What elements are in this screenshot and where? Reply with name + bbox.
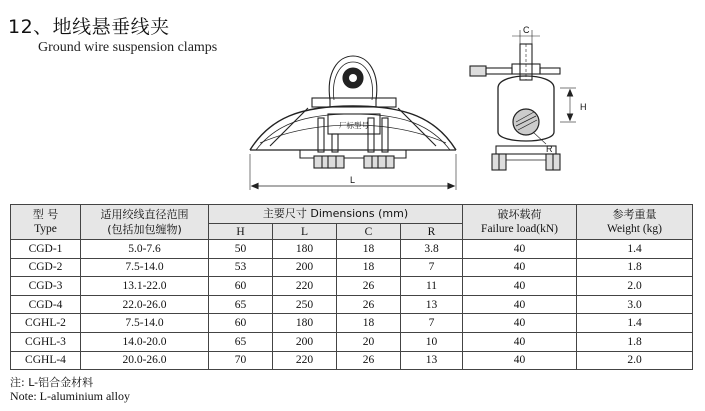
page-title-cn: 12、地线悬垂线夹 <box>8 16 170 38</box>
cell-type: CGHL-4 <box>11 351 81 370</box>
dimension-r-label: R <box>546 144 553 154</box>
header-load-en: Failure load(kN) <box>481 223 559 235</box>
header-range-cn-2: (包括加包缠物) <box>107 223 182 236</box>
table-row <box>11 258 693 277</box>
header-weight-cn: 参考重量 <box>612 208 657 221</box>
dimension-l-label: L <box>350 175 356 185</box>
specification-table <box>10 204 693 370</box>
cell-weight: 2.0 <box>577 277 693 296</box>
header-c: C <box>337 224 401 240</box>
table-row <box>11 332 693 351</box>
cell-c: 26 <box>337 295 401 314</box>
cell-load: 40 <box>463 351 577 370</box>
page-title-en: Ground wire suspension clamps <box>38 40 218 55</box>
cell-c: 26 <box>337 351 401 370</box>
cell-c: 18 <box>337 258 401 277</box>
cell-range: 14.0-20.0 <box>81 332 209 351</box>
cell-h: 70 <box>209 351 273 370</box>
cell-h: 60 <box>209 314 273 333</box>
cell-c: 20 <box>337 332 401 351</box>
cell-r: 13 <box>401 351 463 370</box>
cell-type: CGD-2 <box>11 258 81 277</box>
table-row <box>11 314 693 333</box>
cell-type: CGHL-3 <box>11 332 81 351</box>
cell-c: 18 <box>337 314 401 333</box>
header-type-en: Type <box>34 223 57 235</box>
cell-h: 60 <box>209 277 273 296</box>
cell-r: 7 <box>401 314 463 333</box>
cell-load: 40 <box>463 295 577 314</box>
header-weight-en: Weight (kg) <box>607 223 663 235</box>
header-dimensions-label: 主要尺寸 Dimensions (mm) <box>262 207 409 220</box>
cell-l: 250 <box>273 295 337 314</box>
cell-range: 5.0-7.6 <box>81 240 209 259</box>
cell-l: 220 <box>273 351 337 370</box>
cell-c: 26 <box>337 277 401 296</box>
header-h: H <box>209 224 273 240</box>
cell-type: CGD-1 <box>11 240 81 259</box>
cell-load: 40 <box>463 258 577 277</box>
dimension-h-label: H <box>580 102 587 112</box>
cell-weight: 1.8 <box>577 258 693 277</box>
header-r: R <box>401 224 463 240</box>
cell-r: 10 <box>401 332 463 351</box>
cell-range: 7.5-14.0 <box>81 314 209 333</box>
cell-range: 22.0-26.0 <box>81 295 209 314</box>
header-dimensions <box>209 205 463 224</box>
cell-l: 220 <box>273 277 337 296</box>
cell-range: 13.1-22.0 <box>81 277 209 296</box>
header-l: L <box>273 224 337 240</box>
cell-range: 20.0-26.0 <box>81 351 209 370</box>
note-en: Note: L-aluminium alloy <box>10 389 130 403</box>
cell-l: 200 <box>273 258 337 277</box>
cell-c: 18 <box>337 240 401 259</box>
header-type-cn: 型 号 <box>32 208 59 221</box>
clamp-technical-drawing <box>230 22 610 194</box>
cell-weight: 2.0 <box>577 351 693 370</box>
cell-r: 3.8 <box>401 240 463 259</box>
header-load <box>463 205 577 240</box>
cell-l: 200 <box>273 332 337 351</box>
cell-type: CGD-4 <box>11 295 81 314</box>
cell-weight: 1.8 <box>577 332 693 351</box>
cell-l: 180 <box>273 240 337 259</box>
cell-h: 53 <box>209 258 273 277</box>
cell-type: CGD-3 <box>11 277 81 296</box>
cell-load: 40 <box>463 332 577 351</box>
header-range <box>81 205 209 240</box>
table-row <box>11 295 693 314</box>
header-weight <box>577 205 693 240</box>
cell-type: CGHL-2 <box>11 314 81 333</box>
cell-h: 50 <box>209 240 273 259</box>
cell-load: 40 <box>463 240 577 259</box>
table-row <box>11 351 693 370</box>
header-type <box>11 205 81 240</box>
cell-r: 11 <box>401 277 463 296</box>
brand-label: 厂标型号 <box>339 121 369 130</box>
table-row <box>11 240 693 259</box>
cell-r: 7 <box>401 258 463 277</box>
cell-load: 40 <box>463 277 577 296</box>
cell-l: 180 <box>273 314 337 333</box>
header-load-cn: 破坏载荷 <box>497 208 542 221</box>
table-row <box>11 277 693 296</box>
cell-h: 65 <box>209 332 273 351</box>
note-cn: 注: L-铝合金材料 <box>10 376 94 389</box>
cell-weight: 1.4 <box>577 314 693 333</box>
cell-r: 13 <box>401 295 463 314</box>
cell-h: 65 <box>209 295 273 314</box>
dimension-c-label: C <box>523 25 530 35</box>
cell-load: 40 <box>463 314 577 333</box>
cell-weight: 3.0 <box>577 295 693 314</box>
cell-range: 7.5-14.0 <box>81 258 209 277</box>
cell-weight: 1.4 <box>577 240 693 259</box>
header-range-cn-1: 适用绞线直径范围 <box>100 208 189 221</box>
